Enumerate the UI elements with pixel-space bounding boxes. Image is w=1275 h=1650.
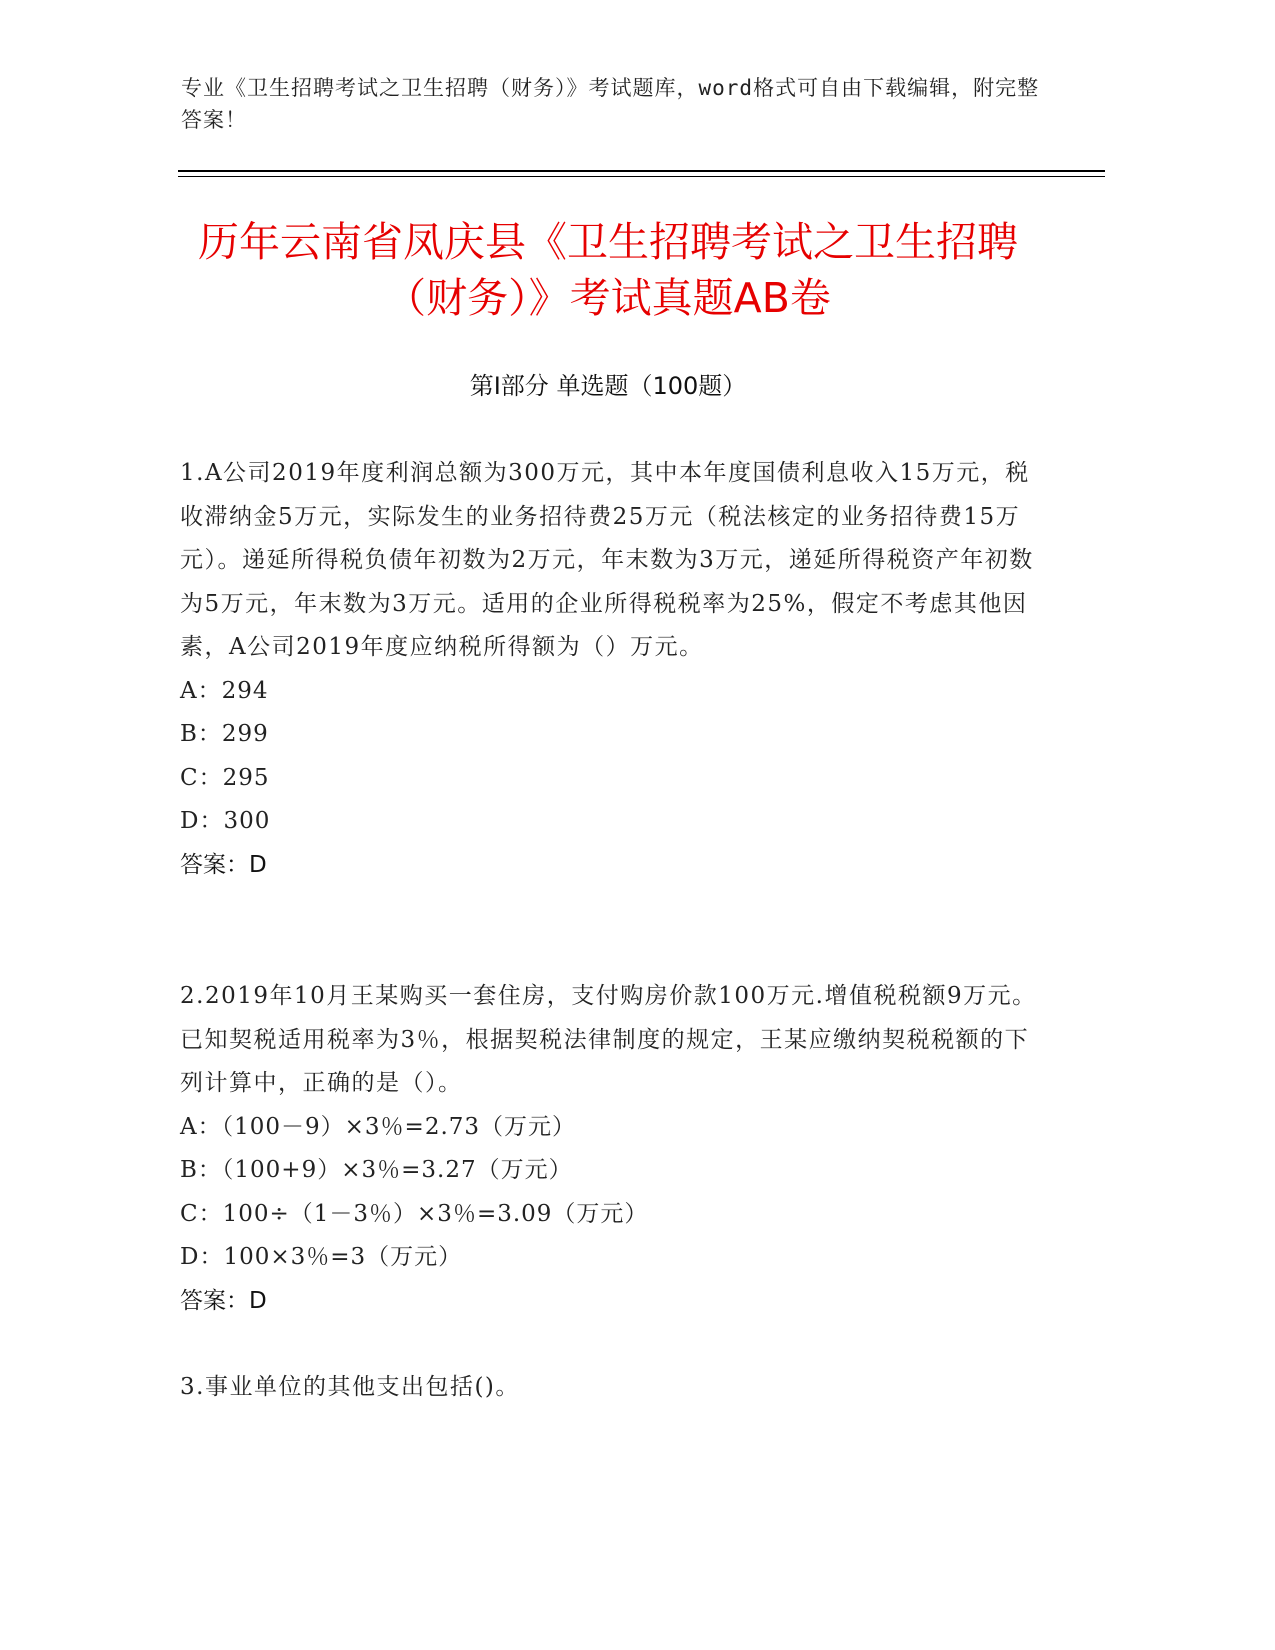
option-d: D：300: [180, 808, 271, 834]
answer-line: 答案：D: [180, 1287, 267, 1314]
option-b: B：（100+9）×3％=3.27（万元）: [180, 1157, 573, 1183]
section-title: 第Ⅰ部分 单选题（100题）: [469, 372, 747, 400]
option-a: A：294: [180, 677, 269, 704]
header-divider-thick: [178, 170, 1105, 172]
document-title: 历年云南省凤庆县《卫生招聘考试之卫生招聘（财务）》考试真题AB卷: [198, 218, 1018, 322]
answer-line: 答案：D: [180, 851, 267, 878]
option-d: D：100×3％=3（万元）: [180, 1244, 463, 1270]
option-c: C：100÷（1－3％）×3％=3.09（万元）: [180, 1200, 649, 1227]
question-stem: 1.A公司2019年度利润总额为300万元，其中本年度国债利息收入15万元，税收滞纳金5万元，实际发生的业务招待费25万元（税法核定的业务招待费15万元）。递延所得税负债年初数为2万元，年末数为3万元，递延所得税资产年初数为5万元，年末数为3万元。适用的企业所得税税率为25%，假定不考虑其他因素，A公司2019年度应纳税所得额为（）万元。: [180, 460, 1034, 660]
option-b: B：299: [180, 721, 269, 747]
option-c: C：295: [180, 764, 270, 791]
question-1: [180, 452, 1040, 887]
question-stem: 2.2019年10月王某购买一套住房，支付购房价款100万元.增值税税额9万元。已知契税适用税率为3％，根据契税法律制度的规定，王某应缴纳契税税额的下列计算中，正确的是（）。: [180, 983, 1037, 1096]
option-a: A：（100－9）×3％=2.73（万元）: [180, 1113, 577, 1140]
question-stem: 3.事业单位的其他支出包括()。: [180, 1374, 520, 1400]
question-2: [180, 975, 1040, 1323]
question-3: [180, 1366, 1040, 1410]
header-note: 专业《卫生招聘考试之卫生招聘（财务）》考试题库，word格式可自由下载编辑，附完整答案！: [181, 76, 1040, 132]
header-divider-thin: [178, 176, 1105, 177]
